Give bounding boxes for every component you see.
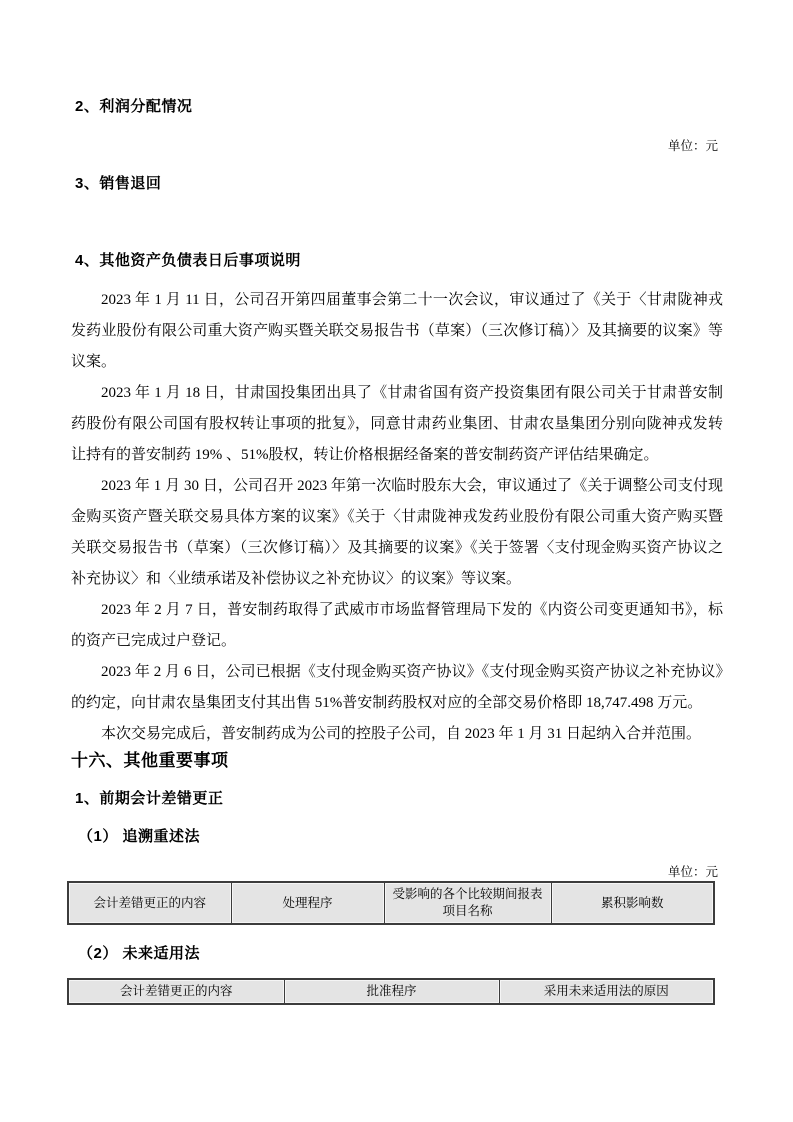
table-header-cell: 会计差错更正的内容 xyxy=(68,979,284,1004)
heading-prior-period-error-correction: 1、前期会计差错更正 xyxy=(75,790,224,807)
table-header-cell: 受影响的各个比较期间报表项目名称 xyxy=(384,882,551,924)
post-balance-events-body xyxy=(71,285,723,750)
paragraph: 2023 年 1 月 11 日，公司召开第四届董事会第二十一次会议，审议通过了《关于〈甘肃陇神戎发药业股份有限公司重大资产购买暨关联交易报告书（草案）（三次修订稿）〉及其摘要的议案》等议案。 xyxy=(71,292,723,370)
table-header-cell: 累积影响数 xyxy=(551,882,714,924)
heading-profit-distribution: 2、利润分配情况 xyxy=(75,98,193,115)
table-header-cell: 批准程序 xyxy=(284,979,499,1004)
heading-sales-return: 3、销售退回 xyxy=(75,175,162,192)
paragraph: 2023 年 2 月 6 日，公司已根据《支付现金购买资产协议》《支付现金购买资产协议之补充协议》的约定，向甘肃农垦集团支付其出售 51%普安制药股权对应的全部交易价格即 18,747.498 万元。 xyxy=(71,664,723,711)
heading-other-important-matters: 十六、其他重要事项 xyxy=(71,751,229,770)
table-header-row xyxy=(68,979,714,1004)
table-header-cell: 采用未来适用法的原因 xyxy=(499,979,714,1004)
table-header-cell: 处理程序 xyxy=(231,882,384,924)
heading-prospective-application: （2） 未来适用法 xyxy=(78,945,201,962)
heading-post-balance-events: 4、其他资产负债表日后事项说明 xyxy=(75,252,301,269)
paragraph: 2023 年 1 月 30 日，公司召开 2023 年第一次临时股东大会，审议通过了《关于调整公司支付现金购买资产暨关联交易具体方案的议案》《关于〈甘肃陇神戎发药业股份有限公司重大资产购买暨关联交易报告书（草案）（三次修订稿）〉及其摘要的议案》《关于签署〈支付现金购买资产协议之补充协议〉和〈业绩承诺及补偿协议之补充协议〉的议案》等议案。 xyxy=(71,478,723,587)
unit-label: 单位：元 xyxy=(667,865,718,879)
table-header-row xyxy=(68,882,714,924)
table-header-cell: 会计差错更正的内容 xyxy=(68,882,231,924)
heading-retrospective-restatement: （1） 追溯重述法 xyxy=(78,828,201,845)
prospective-application-table xyxy=(67,978,715,1005)
paragraph: 2023 年 2 月 7 日，普安制药取得了武威市市场监督管理局下发的《内资公司变更通知书》，标的资产已完成过户登记。 xyxy=(71,602,723,649)
unit-label: 单位：元 xyxy=(667,139,718,153)
paragraph: 本次交易完成后，普安制药成为公司的控股子公司，自 2023 年 1 月 31 日起纳入合并范围。 xyxy=(101,726,702,742)
paragraph: 2023 年 1 月 18 日，甘肃国投集团出具了《甘肃省国有资产投资集团有限公司关于甘肃普安制药股份有限公司国有股权转让事项的批复》，同意甘肃药业集团、甘肃农垦集团分别向陇神戎发转让持有的普安制药 19% 、51%股权，转让价格根据经备案的普安制药资产评估结果确定。 xyxy=(71,385,723,463)
retrospective-restatement-table xyxy=(67,881,715,925)
